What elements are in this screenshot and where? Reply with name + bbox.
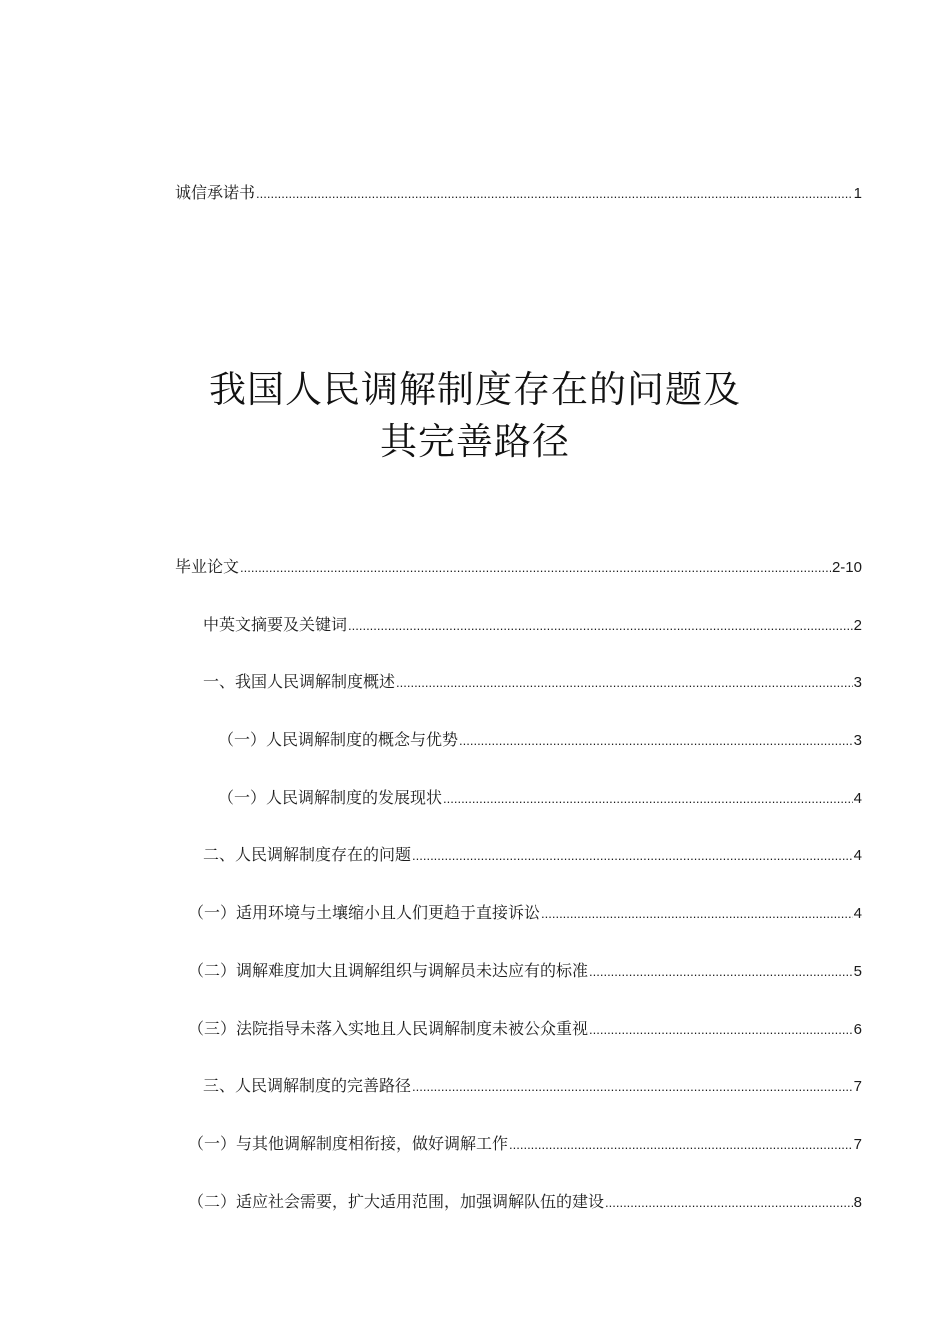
toc-entry-label: 毕业论文: [175, 557, 240, 576]
toc-entry-chapter-1[interactable]: [203, 672, 862, 693]
toc-entry-label: 中英文摘要及关键词: [203, 615, 348, 634]
toc-dot-leader: [443, 789, 853, 809]
toc-entry-page: 1: [853, 185, 862, 202]
toc-entry-page: 4: [853, 847, 862, 864]
toc-entry-integrity-pledge[interactable]: [175, 183, 862, 204]
toc-entry-section-3-2[interactable]: [188, 1192, 862, 1213]
toc-entry-abstract[interactable]: [203, 615, 862, 636]
toc-entry-page: 7: [853, 1136, 862, 1153]
toc-dot-leader: [412, 1077, 853, 1097]
toc-dot-leader: [589, 962, 853, 982]
toc-dot-leader: [256, 184, 853, 204]
toc-dot-leader: [541, 904, 853, 924]
toc-entry-page: 6: [853, 1021, 862, 1038]
toc-dot-leader: [396, 673, 853, 693]
toc-dot-leader: [509, 1135, 853, 1155]
toc-entry-page: 3: [853, 732, 862, 749]
toc-entry-label: （二）适应社会需要，扩大适用范围，加强调解队伍的建设: [188, 1192, 605, 1211]
toc-entry-page: 4: [853, 790, 862, 807]
document-title-line-2: 其完善路径: [380, 420, 570, 463]
toc-entry-section-1-1[interactable]: [218, 730, 862, 751]
toc-entry-chapter-3[interactable]: [203, 1076, 862, 1097]
toc-dot-leader: [348, 616, 853, 636]
toc-entry-label: 二、人民调解制度存在的问题: [203, 845, 412, 864]
toc-entry-label: （一）与其他调解制度相衔接，做好调解工作: [188, 1134, 509, 1153]
toc-entry-section-1-2[interactable]: [218, 788, 862, 809]
toc-entry-section-2-1[interactable]: [188, 903, 862, 924]
toc-entry-thesis[interactable]: [175, 557, 862, 578]
toc-entry-chapter-2[interactable]: [203, 845, 862, 866]
toc-dot-leader: [240, 558, 831, 578]
toc-entry-label: 三、人民调解制度的完善路径: [203, 1076, 412, 1095]
toc-entry-label: 诚信承诺书: [175, 183, 256, 202]
document-title-line-1: 我国人民调解制度存在的问题及: [209, 368, 741, 411]
toc-dot-leader: [412, 846, 853, 866]
toc-dot-leader: [605, 1193, 853, 1213]
toc-dot-leader: [589, 1020, 853, 1040]
toc-entry-page: 2: [853, 617, 862, 634]
toc-entry-section-2-2[interactable]: [188, 961, 862, 982]
toc-entry-label: （一）人民调解制度的发展现状: [218, 788, 443, 807]
toc-entry-page: 8: [853, 1194, 862, 1211]
toc-entry-page: 4: [853, 905, 862, 922]
toc-entry-page: 3: [853, 674, 862, 691]
toc-entry-section-2-3[interactable]: [188, 1019, 862, 1040]
toc-entry-page: 2-10: [831, 559, 862, 576]
toc-entry-label: （二）调解难度加大且调解组织与调解员未达应有的标准: [188, 961, 589, 980]
toc-entry-label: 一、我国人民调解制度概述: [203, 672, 396, 691]
toc-entry-label: （三）法院指导未落入实地且人民调解制度未被公众重视: [188, 1019, 589, 1038]
toc-entry-page: 7: [853, 1078, 862, 1095]
toc-dot-leader: [459, 731, 853, 751]
toc-entry-section-3-1[interactable]: [188, 1134, 862, 1155]
toc-entry-page: 5: [853, 963, 862, 980]
toc-entry-label: （一）适用环境与土壤缩小且人们更趋于直接诉讼: [188, 903, 541, 922]
toc-entry-label: （一）人民调解制度的概念与优势: [218, 730, 459, 749]
